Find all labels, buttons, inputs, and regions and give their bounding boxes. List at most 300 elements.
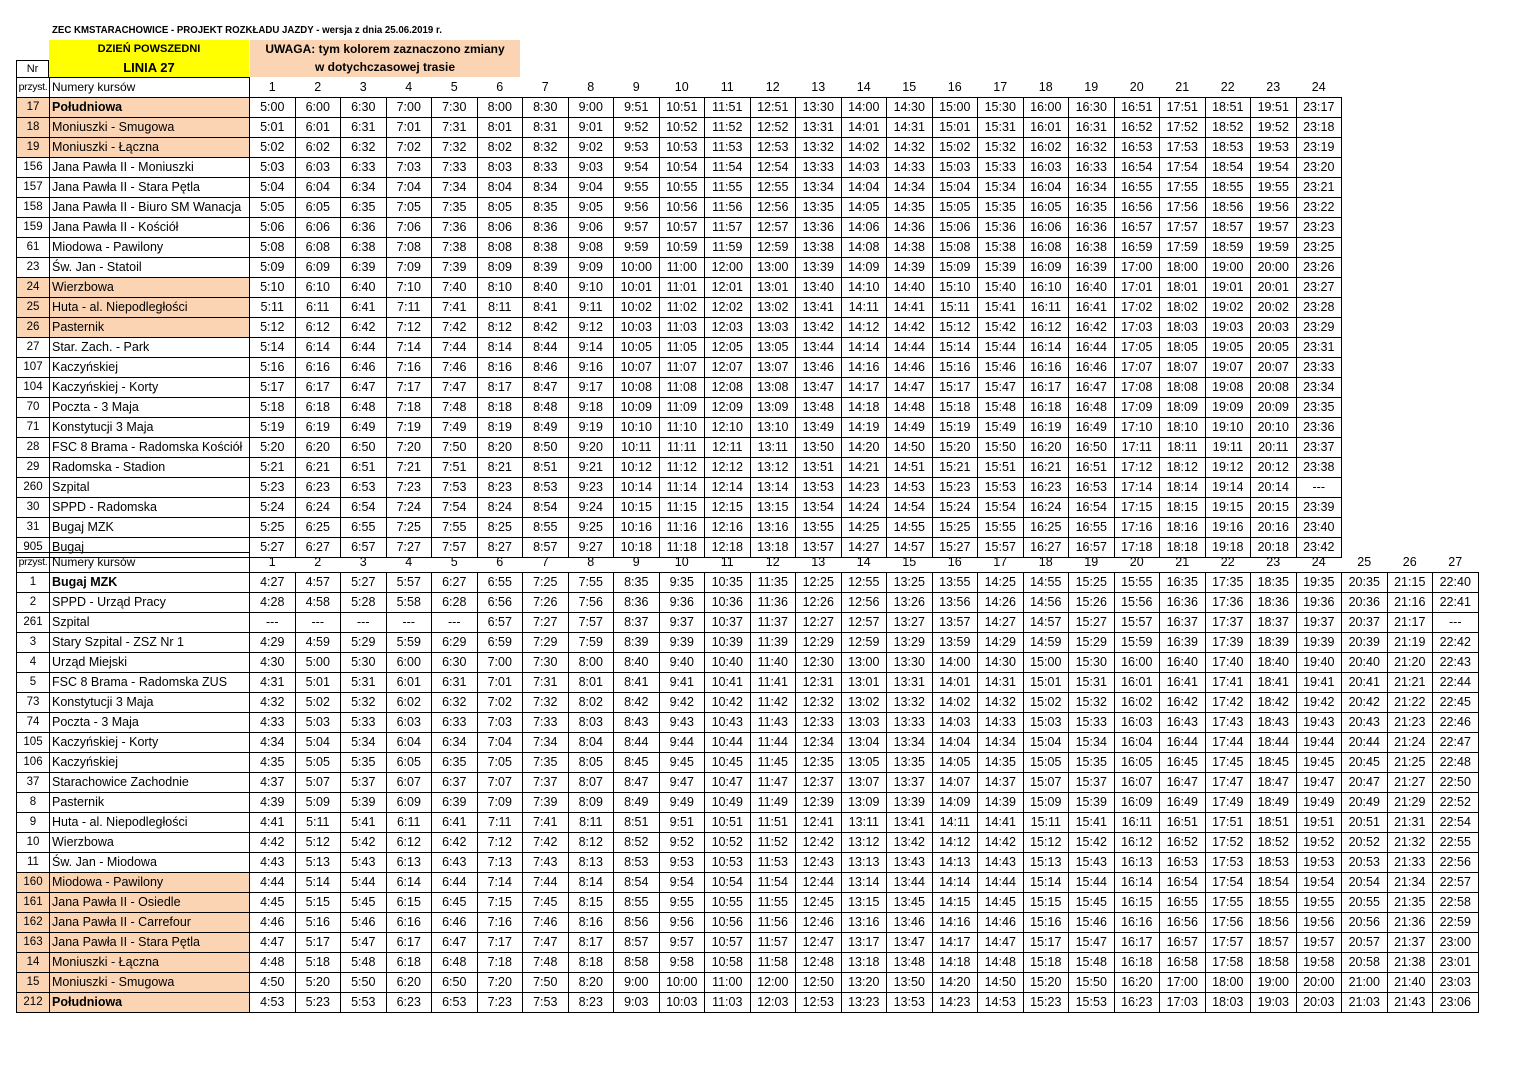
departure-time: 11:08 xyxy=(659,378,705,398)
departure-time: 17:53 xyxy=(1160,138,1206,158)
departure-time: 16:35 xyxy=(1160,573,1206,593)
departure-time: 10:09 xyxy=(614,398,660,418)
departure-time: 16:52 xyxy=(1114,118,1160,138)
departure-time: 5:33 xyxy=(341,713,387,733)
departure-time: 4:42 xyxy=(250,833,296,853)
departure-time: 7:20 xyxy=(477,973,523,993)
departure-time: 5:01 xyxy=(250,118,296,138)
departure-time: 17:35 xyxy=(1205,573,1251,593)
departure-time: 14:05 xyxy=(932,753,978,773)
departure-time: 18:58 xyxy=(1251,953,1297,973)
departure-time: 12:26 xyxy=(796,593,842,613)
departure-time: 5:53 xyxy=(341,993,387,1013)
departure-time: 16:49 xyxy=(1160,793,1206,813)
departure-time: 10:08 xyxy=(614,378,660,398)
departure-time: 10:12 xyxy=(614,458,660,478)
departure-time: 10:41 xyxy=(705,673,751,693)
departure-time: 10:44 xyxy=(705,733,751,753)
stop-name: Miodowa - Pawilony xyxy=(50,873,250,893)
stop-number: 159 xyxy=(17,218,50,238)
departure-time: 9:05 xyxy=(568,198,614,218)
course-number: 15 xyxy=(887,78,933,98)
stop-number: 61 xyxy=(17,238,50,258)
departure-time: 17:36 xyxy=(1205,593,1251,613)
course-number: 3 xyxy=(341,78,387,98)
departure-time: 5:19 xyxy=(250,418,296,438)
departure-time: 16:52 xyxy=(1160,833,1206,853)
departure-time: 9:11 xyxy=(568,298,614,318)
departure-time: 8:36 xyxy=(614,593,660,613)
course-number: 8 xyxy=(568,553,614,573)
stop-name: Św. Jan - Statoil xyxy=(50,258,250,278)
departure-time: 13:03 xyxy=(750,318,796,338)
departure-time: 17:57 xyxy=(1160,218,1206,238)
departure-time: 16:09 xyxy=(1114,793,1160,813)
departure-time: 17:02 xyxy=(1114,298,1160,318)
departure-time: 17:51 xyxy=(1205,813,1251,833)
departure-time: 16:08 xyxy=(1023,238,1069,258)
departure-time: 14:40 xyxy=(887,278,933,298)
departure-time: 10:18 xyxy=(614,538,660,558)
departure-time: 8:55 xyxy=(614,893,660,913)
departure-time: 18:09 xyxy=(1160,398,1206,418)
stop-row xyxy=(17,913,1479,933)
stop-number: 161 xyxy=(17,893,50,913)
departure-time: 7:35 xyxy=(523,753,569,773)
departure-time: 19:01 xyxy=(1205,278,1251,298)
departure-time: 19:54 xyxy=(1251,158,1297,178)
departure-time: 6:55 xyxy=(477,573,523,593)
departure-time: 20:03 xyxy=(1296,993,1342,1013)
departure-time: 15:11 xyxy=(1023,813,1069,833)
departure-time: 7:33 xyxy=(523,713,569,733)
departure-time: 6:12 xyxy=(386,833,432,853)
departure-time: 10:11 xyxy=(614,438,660,458)
departure-time: 6:47 xyxy=(432,933,478,953)
departure-time: 12:00 xyxy=(750,973,796,993)
departure-time: 8:45 xyxy=(614,753,660,773)
departure-time: 17:07 xyxy=(1114,358,1160,378)
departure-time: 6:04 xyxy=(386,733,432,753)
departure-time: 14:12 xyxy=(841,318,887,338)
departure-time: 9:47 xyxy=(659,773,705,793)
departure-time: 16:01 xyxy=(1114,673,1160,693)
departure-time: 6:34 xyxy=(432,733,478,753)
departure-time: 15:30 xyxy=(978,98,1024,118)
departure-time: 20:02 xyxy=(1251,298,1297,318)
departure-time: 16:23 xyxy=(1114,993,1160,1013)
departure-time: 17:03 xyxy=(1160,993,1206,1013)
departure-time: 5:47 xyxy=(341,933,387,953)
departure-time: 22:55 xyxy=(1433,833,1479,853)
course-number: 2 xyxy=(295,78,341,98)
departure-time: 17:12 xyxy=(1114,458,1160,478)
departure-time: 23:06 xyxy=(1433,993,1479,1013)
departure-time: 8:31 xyxy=(523,118,569,138)
departure-time: 17:05 xyxy=(1114,338,1160,358)
departure-time: 11:51 xyxy=(705,98,751,118)
departure-time: 6:20 xyxy=(295,438,341,458)
departure-time: 14:04 xyxy=(841,178,887,198)
departure-time: 13:23 xyxy=(841,993,887,1013)
departure-time: 15:31 xyxy=(978,118,1024,138)
departure-time: 6:35 xyxy=(432,753,478,773)
departure-time: 16:40 xyxy=(1069,278,1115,298)
departure-time: 11:54 xyxy=(750,873,796,893)
stop-name: Kaczyńskiej xyxy=(50,753,250,773)
departure-time: 14:51 xyxy=(887,458,933,478)
departure-time: 11:55 xyxy=(750,893,796,913)
departure-time: 17:09 xyxy=(1114,398,1160,418)
departure-time: 11:15 xyxy=(659,498,705,518)
departure-time: 11:55 xyxy=(705,178,751,198)
departure-time: 6:27 xyxy=(295,538,341,558)
stop-name: Stary Szpital - ZSZ Nr 1 xyxy=(50,633,250,653)
stop-name: Moniuszki - Łączna xyxy=(50,138,250,158)
departure-time: 13:05 xyxy=(841,753,887,773)
departure-time: 14:20 xyxy=(841,438,887,458)
stop-row xyxy=(17,138,1342,158)
departure-time: 16:57 xyxy=(1114,218,1160,238)
departure-time: 17:00 xyxy=(1114,258,1160,278)
departure-time: 14:24 xyxy=(841,498,887,518)
departure-time: 10:49 xyxy=(705,793,751,813)
departure-time: 8:42 xyxy=(523,318,569,338)
departure-time: 20:12 xyxy=(1251,458,1297,478)
departure-time: 13:20 xyxy=(841,973,887,993)
departure-time: 20:56 xyxy=(1342,913,1388,933)
stop-row xyxy=(17,458,1342,478)
departure-time: 16:34 xyxy=(1069,178,1115,198)
departure-time: 6:16 xyxy=(386,913,432,933)
departure-time: 17:52 xyxy=(1205,833,1251,853)
departure-time: 10:01 xyxy=(614,278,660,298)
departure-time: 15:30 xyxy=(1069,653,1115,673)
departure-time: 19:45 xyxy=(1296,753,1342,773)
departure-time: 8:03 xyxy=(568,713,614,733)
departure-time: 6:27 xyxy=(432,573,478,593)
departure-time: 6:10 xyxy=(295,278,341,298)
departure-time: 15:39 xyxy=(978,258,1024,278)
departure-time: 6:15 xyxy=(386,893,432,913)
departure-time: 17:08 xyxy=(1114,378,1160,398)
departure-time: 15:08 xyxy=(932,238,978,258)
departure-time: 7:02 xyxy=(386,138,432,158)
departure-time: 17:14 xyxy=(1114,478,1160,498)
departure-time: 13:00 xyxy=(841,653,887,673)
departure-time: 13:14 xyxy=(841,873,887,893)
departure-time: 23:26 xyxy=(1296,258,1342,278)
departure-time: 8:09 xyxy=(568,793,614,813)
departure-time: 10:54 xyxy=(705,873,751,893)
course-number: 16 xyxy=(932,553,978,573)
departure-time: 9:00 xyxy=(614,973,660,993)
departure-time: 6:20 xyxy=(386,973,432,993)
departure-time: 23:34 xyxy=(1296,378,1342,398)
departure-time: 13:11 xyxy=(841,813,887,833)
departure-time: 15:04 xyxy=(932,178,978,198)
stop-name: Jana Pawła II - Moniuszki xyxy=(50,158,250,178)
departure-time: 14:35 xyxy=(978,753,1024,773)
departure-time: 5:02 xyxy=(295,693,341,713)
departure-time: 11:59 xyxy=(705,238,751,258)
stop-number: 17 xyxy=(17,98,50,118)
departure-time: 15:29 xyxy=(1069,633,1115,653)
departure-time: 6:04 xyxy=(295,178,341,198)
departure-time: 6:29 xyxy=(432,633,478,653)
course-number: 24 xyxy=(1296,553,1342,573)
departure-time: 14:16 xyxy=(841,358,887,378)
stop-name: FSC 8 Brama - Radomska Kościół xyxy=(50,438,250,458)
departure-time: 15:57 xyxy=(978,538,1024,558)
departure-time: 5:17 xyxy=(295,933,341,953)
departure-time: 16:44 xyxy=(1160,733,1206,753)
departure-time: 10:03 xyxy=(659,993,705,1013)
departure-time: 13:36 xyxy=(796,218,842,238)
course-number: 17 xyxy=(978,78,1024,98)
departure-time: 14:33 xyxy=(978,713,1024,733)
departure-time: 13:07 xyxy=(841,773,887,793)
departure-time: 5:18 xyxy=(250,398,296,418)
departure-time: 23:33 xyxy=(1296,358,1342,378)
departure-time: 9:58 xyxy=(659,953,705,973)
departure-time: 15:37 xyxy=(1069,773,1115,793)
departure-time: 11:45 xyxy=(750,753,796,773)
departure-time: 20:08 xyxy=(1251,378,1297,398)
departure-time: 18:18 xyxy=(1160,538,1206,558)
departure-time: 6:41 xyxy=(341,298,387,318)
departure-time: 16:45 xyxy=(1160,753,1206,773)
departure-time: 12:32 xyxy=(796,693,842,713)
stop-number: 26 xyxy=(17,318,50,338)
departure-time: 7:39 xyxy=(523,793,569,813)
departure-time: 19:08 xyxy=(1205,378,1251,398)
departure-time: 9:24 xyxy=(568,498,614,518)
departure-time: 13:26 xyxy=(887,593,933,613)
stop-number: 30 xyxy=(17,498,50,518)
departure-time: 10:51 xyxy=(659,98,705,118)
departure-time: 7:04 xyxy=(386,178,432,198)
departure-time: 6:30 xyxy=(432,653,478,673)
course-number: 11 xyxy=(705,553,751,573)
departure-time: 18:51 xyxy=(1251,813,1297,833)
departure-time: 23:19 xyxy=(1296,138,1342,158)
departure-time: 12:25 xyxy=(796,573,842,593)
departure-time: 7:32 xyxy=(523,693,569,713)
departure-time: 5:20 xyxy=(250,438,296,458)
course-number: 16 xyxy=(932,78,978,98)
stop-number: 18 xyxy=(17,118,50,138)
departure-time: 23:03 xyxy=(1433,973,1479,993)
departure-time: 11:56 xyxy=(750,913,796,933)
stop-row xyxy=(17,673,1479,693)
departure-time: 15:11 xyxy=(932,298,978,318)
departure-time: 11:54 xyxy=(705,158,751,178)
departure-time: 23:35 xyxy=(1296,398,1342,418)
departure-time: 4:53 xyxy=(250,993,296,1013)
departure-time: 8:58 xyxy=(614,953,660,973)
departure-time: 12:48 xyxy=(796,953,842,973)
departure-time: 13:59 xyxy=(932,633,978,653)
departure-time: 8:42 xyxy=(614,693,660,713)
departure-time: 10:00 xyxy=(614,258,660,278)
departure-time: 14:13 xyxy=(932,853,978,873)
departure-time: 6:38 xyxy=(341,238,387,258)
departure-time: 6:23 xyxy=(386,993,432,1013)
departure-time: 8:23 xyxy=(477,478,523,498)
departure-time: 19:11 xyxy=(1205,438,1251,458)
departure-time: 9:41 xyxy=(659,673,705,693)
departure-time: 6:12 xyxy=(295,318,341,338)
departure-time: 8:33 xyxy=(523,158,569,178)
departure-time: 16:57 xyxy=(1069,538,1115,558)
departure-time: 16:14 xyxy=(1114,873,1160,893)
departure-time: 15:56 xyxy=(1114,593,1160,613)
departure-time: 5:12 xyxy=(295,833,341,853)
departure-time: 9:55 xyxy=(659,893,705,913)
stop-row xyxy=(17,773,1479,793)
stop-name: Moniuszki - Smugowa xyxy=(50,973,250,993)
departure-time: 15:18 xyxy=(1023,953,1069,973)
departure-time: 21:21 xyxy=(1387,673,1433,693)
departure-time: 14:23 xyxy=(841,478,887,498)
departure-time: 7:06 xyxy=(386,218,432,238)
departure-time: 14:08 xyxy=(841,238,887,258)
departure-time: 9:00 xyxy=(568,98,614,118)
departure-time: 7:35 xyxy=(432,198,478,218)
departure-time: 22:48 xyxy=(1433,753,1479,773)
departure-time: 13:38 xyxy=(796,238,842,258)
departure-time: 22:56 xyxy=(1433,853,1479,873)
departure-time: 16:25 xyxy=(1023,518,1069,538)
departure-time: 16:02 xyxy=(1023,138,1069,158)
departure-time: 13:31 xyxy=(796,118,842,138)
departure-time: 8:07 xyxy=(568,773,614,793)
departure-time: 10:05 xyxy=(614,338,660,358)
departure-time: 7:12 xyxy=(477,833,523,853)
departure-time: 15:17 xyxy=(1023,933,1069,953)
departure-time: 5:17 xyxy=(250,378,296,398)
departure-time: 14:20 xyxy=(932,973,978,993)
stop-name: Kaczyńskiej - Korty xyxy=(50,378,250,398)
departure-time: 22:52 xyxy=(1433,793,1479,813)
departure-time: 14:57 xyxy=(887,538,933,558)
stop-row xyxy=(17,338,1342,358)
departure-time: 16:56 xyxy=(1114,198,1160,218)
departure-time: 20:44 xyxy=(1342,733,1388,753)
departure-time: 4:44 xyxy=(250,873,296,893)
stop-name: Starachowice Zachodnie xyxy=(50,773,250,793)
stop-number: 27 xyxy=(17,338,50,358)
departure-time: 15:33 xyxy=(1069,713,1115,733)
departure-time: 14:50 xyxy=(978,973,1024,993)
departure-time: 14:03 xyxy=(841,158,887,178)
stop-number: 3 xyxy=(17,633,50,653)
departure-time: 20:10 xyxy=(1251,418,1297,438)
departure-time: 12:59 xyxy=(841,633,887,653)
departure-time: 5:09 xyxy=(295,793,341,813)
departure-time: 20:47 xyxy=(1342,773,1388,793)
departure-time: 13:27 xyxy=(887,613,933,633)
departure-time: 6:08 xyxy=(295,238,341,258)
departure-time: 11:47 xyxy=(750,773,796,793)
departure-time: 15:43 xyxy=(1069,853,1115,873)
stop-row xyxy=(17,318,1342,338)
departure-time: 7:20 xyxy=(386,438,432,458)
departure-time: 14:31 xyxy=(978,673,1024,693)
departure-time: --- xyxy=(250,613,296,633)
departure-time: 14:17 xyxy=(932,933,978,953)
departure-time: 13:04 xyxy=(841,733,887,753)
departure-time: 7:53 xyxy=(432,478,478,498)
stop-row xyxy=(17,613,1479,633)
departure-time: 15:03 xyxy=(1023,713,1069,733)
departure-time: 10:56 xyxy=(705,913,751,933)
departure-time: 4:27 xyxy=(250,573,296,593)
departure-time: 17:16 xyxy=(1114,518,1160,538)
departure-time: 7:16 xyxy=(386,358,432,378)
departure-time: 7:17 xyxy=(386,378,432,398)
departure-time: 14:55 xyxy=(887,518,933,538)
departure-time: 12:15 xyxy=(705,498,751,518)
stop-row xyxy=(17,518,1342,538)
departure-time: 13:32 xyxy=(796,138,842,158)
stop-column-label: przyst. xyxy=(17,78,50,98)
departure-time: 8:02 xyxy=(477,138,523,158)
departure-time: 14:14 xyxy=(841,338,887,358)
departure-time: 7:50 xyxy=(523,973,569,993)
departure-time: 14:32 xyxy=(887,138,933,158)
departure-time: 22:46 xyxy=(1433,713,1479,733)
departure-time: 8:14 xyxy=(477,338,523,358)
departure-time: 11:16 xyxy=(659,518,705,538)
departure-time: 23:39 xyxy=(1296,498,1342,518)
departure-time: 15:55 xyxy=(978,518,1024,538)
departure-time: 19:59 xyxy=(1251,238,1297,258)
departure-time: 9:54 xyxy=(659,873,705,893)
departure-time: 19:53 xyxy=(1296,853,1342,873)
departure-time: 8:54 xyxy=(523,498,569,518)
departure-time: 4:41 xyxy=(250,813,296,833)
stop-row xyxy=(17,498,1342,518)
departure-time: 18:41 xyxy=(1251,673,1297,693)
departure-time: 15:32 xyxy=(978,138,1024,158)
departure-time: 8:49 xyxy=(523,418,569,438)
departure-time: 7:45 xyxy=(523,893,569,913)
stop-row xyxy=(17,418,1342,438)
departure-time: 19:53 xyxy=(1251,138,1297,158)
departure-time: 19:07 xyxy=(1205,358,1251,378)
departure-time: 13:18 xyxy=(841,953,887,973)
stop-name: Moniuszki - Łączna xyxy=(50,953,250,973)
stop-name: Kaczyńskiej - Korty xyxy=(50,733,250,753)
departure-time: 18:49 xyxy=(1251,793,1297,813)
departure-time: 16:57 xyxy=(1160,933,1206,953)
departure-time: 22:59 xyxy=(1433,913,1479,933)
stop-number: 29 xyxy=(17,458,50,478)
course-number: 4 xyxy=(386,553,432,573)
departure-time: 20:52 xyxy=(1342,833,1388,853)
departure-time: 10:53 xyxy=(659,138,705,158)
departure-time: 14:34 xyxy=(978,733,1024,753)
departure-time: 12:00 xyxy=(705,258,751,278)
departure-time: 15:40 xyxy=(978,278,1024,298)
departure-time: 10:53 xyxy=(705,853,751,873)
departure-time: 16:55 xyxy=(1069,518,1115,538)
departure-time: 13:47 xyxy=(796,378,842,398)
stop-name: Szpital xyxy=(50,613,250,633)
departure-time: 13:00 xyxy=(750,258,796,278)
